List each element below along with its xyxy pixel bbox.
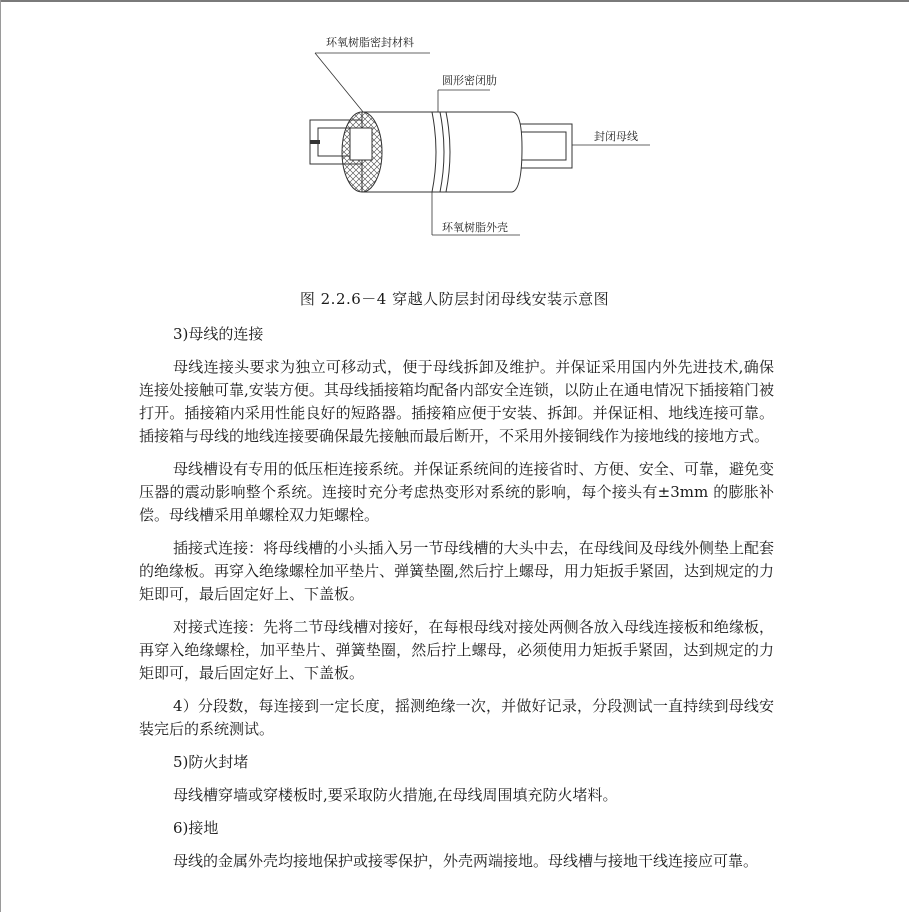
- document-body: [139, 323, 774, 883]
- page-left-border: [0, 0, 1, 912]
- paragraph: 4）分段数，每连接到一定长度，摇测绝缘一次，并做好记录，分段测试一直持续到母线安装完后的系统测试。: [139, 697, 774, 738]
- paragraph: 母线槽穿墙或穿楼板时,要采取防火措施,在母线周围填充防火堵料。: [173, 786, 618, 804]
- paragraph: 母线的金属外壳均接地保护或接零保护，外壳两端接地。母线槽与接地干线连接应可靠。: [173, 852, 759, 870]
- label-epoxy-shell: 环氧树脂外壳: [442, 221, 508, 234]
- paragraph: 插接式连接：将母线槽的小头插入另一节母线槽的大头中去，在母线间及母线外侧垫上配套的绝缘板。再穿入绝缘螺栓加平垫片、弹簧垫圈,然后拧上螺母，用力矩扳手紧固，达到规定的力矩即可，最后固定好上、下盖板。: [139, 539, 774, 603]
- page-top-border: [0, 0, 909, 2]
- label-round-sealing-rib: 圆形密闭肋: [442, 74, 497, 87]
- busbar-installation-diagram: [290, 20, 670, 250]
- paragraph: 母线槽设有专用的低压柜连接系统。并保证系统间的连接省时、方便、安全、可靠，避免变压器的震动影响整个系统。连接时充分考虑热变形对系统的影响，每个接头有±3mm 的膨胀补偿。母线槽采用单螺栓双力矩螺栓。: [139, 460, 774, 524]
- section-heading-fire-sealing: 5)防火封堵: [173, 753, 249, 771]
- paragraph: 母线连接头要求为独立可移动式，便于母线拆卸及维护。并保证采用国内外先进技术,确保连接处接触可靠,安装方便。其母线插接箱均配备内部安全连锁，以防止在通电情况下插接箱门被打开。插接箱内采用性能良好的短路器。插接箱应便于安装、拆卸。并保证相、地线连接可靠。插接箱与母线的地线连接要确保最先接触而最后断开，不采用外接铜线作为接地线的接地方式。: [139, 358, 774, 445]
- section-heading-busbar-connection: 3)母线的连接: [173, 325, 264, 343]
- paragraph: 对接式连接：先将二节母线槽对接好，在每根母线对接处两侧各放入母线连接板和绝缘板，再穿入绝缘螺栓，加平垫片、弹簧垫圈，然后拧上螺母，必须使用力矩扳手紧固，达到规定的力矩即可，最后固定好上、下盖板。: [139, 618, 774, 682]
- label-closed-busbar: 封闭母线: [594, 130, 638, 143]
- label-epoxy-sealant: 环氧树脂密封材料: [326, 36, 414, 49]
- figure-caption: 图 2.2.6－4 穿越人防层封闭母线安装示意图: [299, 290, 610, 308]
- section-heading-grounding: 6)接地: [173, 819, 219, 837]
